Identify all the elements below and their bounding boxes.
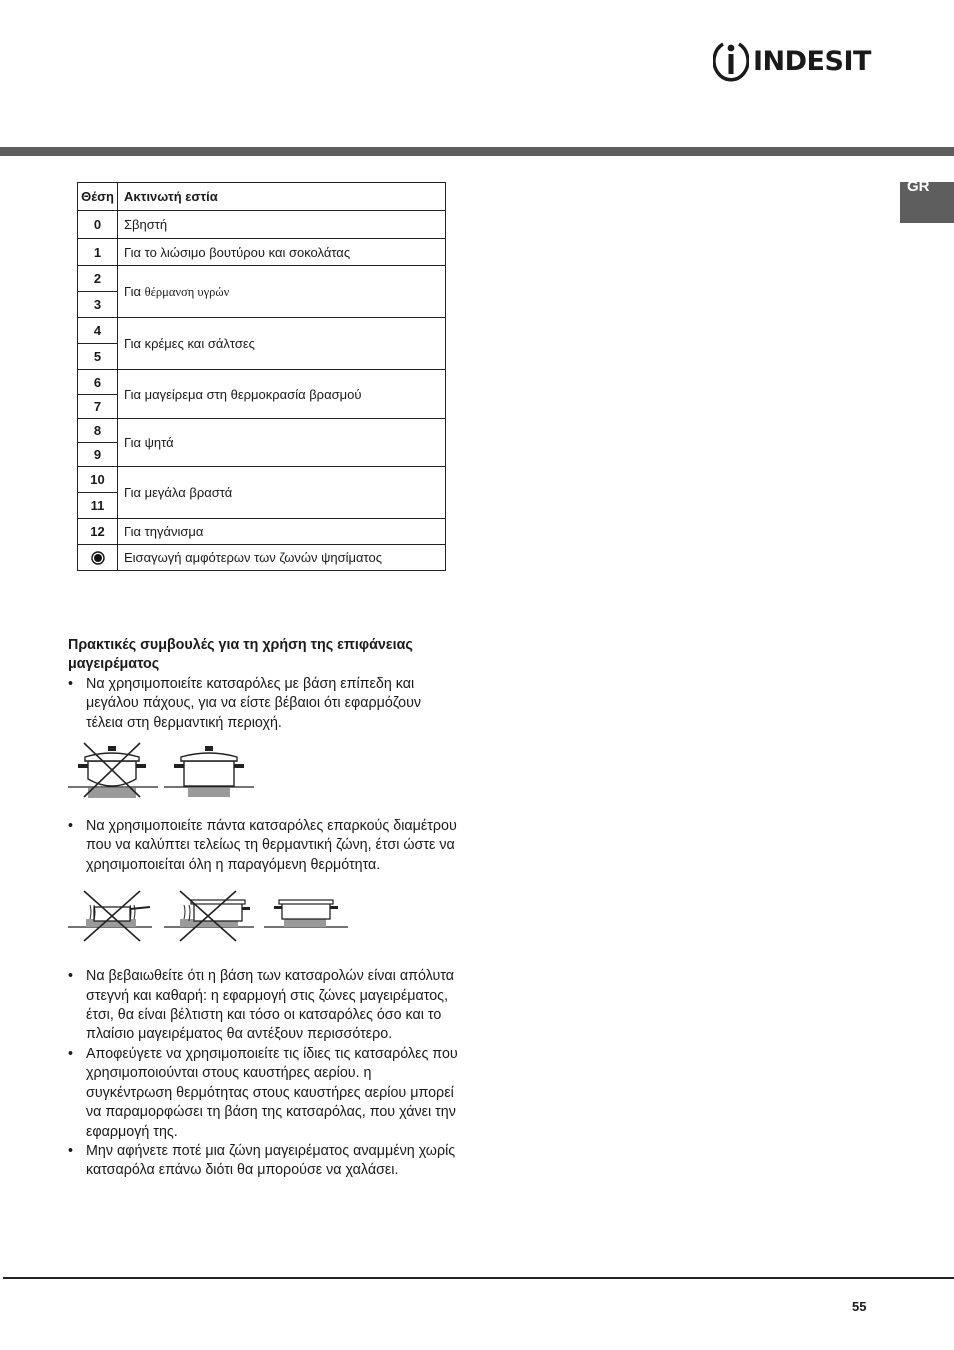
tip-item xyxy=(68,1142,458,1181)
tip-text: Να βεβαιωθείτε ότι η βάση των κατσαρολών είναι απόλυτα στεγνή και καθαρή: η εφαρμογή στις ζώνες μαγειρέματος, έτσι, θα είναι βέλτιστη και τόσο οι κατσαρόλες όσο και το πλαίσιο μαγειρέματος θα αντέξουν περισσότερο. xyxy=(86,968,454,1043)
position-cell: 10 xyxy=(78,467,118,493)
flat-base-illustration xyxy=(68,733,458,817)
position-column-header: Θέση xyxy=(78,183,118,211)
table-header-row xyxy=(78,183,446,211)
bullet: • xyxy=(68,818,74,835)
pot-diameter-illustration xyxy=(68,889,458,953)
description-cell: Εισαγωγή αμφότερων των ζωνών ψησίματος xyxy=(118,545,446,571)
correct-flat-pot-icon xyxy=(164,746,254,797)
position-cell: 11 xyxy=(78,493,118,519)
tip-item xyxy=(68,675,458,733)
footer-rule xyxy=(3,1277,954,1279)
wrong-curved-pot-icon xyxy=(68,743,158,798)
position-cell: 6 xyxy=(78,370,118,395)
indesit-logo-icon xyxy=(713,40,749,84)
bullet: • xyxy=(68,968,74,985)
table-row xyxy=(78,211,446,239)
table-row xyxy=(78,545,446,571)
tip-item xyxy=(68,1045,458,1142)
table-row xyxy=(78,370,446,395)
table-row xyxy=(78,519,446,545)
correct-pot-icon xyxy=(264,900,348,927)
table-row xyxy=(78,318,446,344)
pot-diameter-diagram xyxy=(68,889,358,953)
flat-base-pot-diagram xyxy=(68,733,268,817)
bullet: • xyxy=(68,1045,74,1062)
position-cell: 1 xyxy=(78,239,118,266)
position-cell: 9 xyxy=(78,443,118,467)
description-column-header: Ακτινωτή εστία xyxy=(118,183,446,211)
position-cell: 0 xyxy=(78,211,118,239)
position-cell xyxy=(78,545,118,571)
description-cell: Για κρέμες και σάλτσες xyxy=(118,318,446,370)
table-row xyxy=(78,266,446,292)
practical-tips-section xyxy=(68,636,458,1181)
heat-settings-table xyxy=(77,182,446,571)
description-cell: Σβηστή xyxy=(118,211,446,239)
description-cell xyxy=(118,266,446,318)
tip-text: Να χρησιμοποιείτε πάντα κατσαρόλες επαρκούς διαμέτρου που να καλύπτει τελείως τη θερμαντική ζώνη, έτσι ώστε να χρησιμοποιείται όλη η παραγόμενη θερμότητα. xyxy=(86,818,457,873)
position-cell: 8 xyxy=(78,419,118,443)
tip-item xyxy=(68,967,458,1045)
description-cell: Για μεγάλα βραστά xyxy=(118,467,446,519)
tip-item xyxy=(68,817,458,875)
position-cell: 3 xyxy=(78,292,118,318)
bullet: • xyxy=(68,1142,74,1159)
tip-text: Μην αφήνετε ποτέ μια ζώνη μαγειρέματος αναμμένη χωρίς κατσαρόλα επάνω διότι θα μπορούσε να χαλάσει. xyxy=(86,1142,456,1179)
wrong-small-pot-icon xyxy=(164,891,254,941)
page-number: 55 xyxy=(852,1299,867,1314)
description-rest: θέρμανση υγρών xyxy=(144,284,230,299)
description-prefix: Για xyxy=(124,283,142,299)
description-cell: Για ψητά xyxy=(118,419,446,467)
position-cell: 7 xyxy=(78,395,118,419)
table-row xyxy=(78,419,446,443)
brand-name: INDESIT xyxy=(753,46,871,77)
description-cell: Για τηγάνισμα xyxy=(118,519,446,545)
bullet: • xyxy=(68,675,74,692)
double-zone-icon xyxy=(91,551,105,565)
language-tab-label: GR xyxy=(907,178,930,195)
position-cell: 4 xyxy=(78,318,118,344)
position-cell: 12 xyxy=(78,519,118,545)
brand-logo xyxy=(713,40,871,84)
description-cell: Για το λιώσιμο βουτύρου και σοκολάτας xyxy=(118,239,446,266)
description-cell: Για μαγείρεμα στη θερμοκρασία βρασμού xyxy=(118,370,446,419)
position-cell: 2 xyxy=(78,266,118,292)
table-row xyxy=(78,467,446,493)
table-row xyxy=(78,239,446,266)
tips-title: Πρακτικές συμβουλές για τη χρήση της επιφάνειας μαγειρέματος xyxy=(68,637,413,673)
wrong-small-pan-icon xyxy=(68,891,152,941)
tip-text: Να χρησιμοποιείτε κατσαρόλες με βάση επίπεδη και μεγάλου πάχους, για να είστε βέβαιοι ότι εφαρμόζουν τέλεια στη θερμαντική περιοχή. xyxy=(86,675,422,731)
header-band xyxy=(0,147,954,156)
position-cell: 5 xyxy=(78,344,118,370)
language-tab xyxy=(900,178,954,223)
tip-text: Αποφεύγετε να χρησιμοποιείτε τις ίδιες τις κατσαρόλες που χρησιμοποιούνται στους καυστήρες αερίου. η συγκέντρωση θερμότητας στους καυστήρες αερίου μπορεί να παραμορφώσει τη βάση της κατσαρόλας, που χάνει την εφαρμογή της. xyxy=(86,1045,458,1140)
